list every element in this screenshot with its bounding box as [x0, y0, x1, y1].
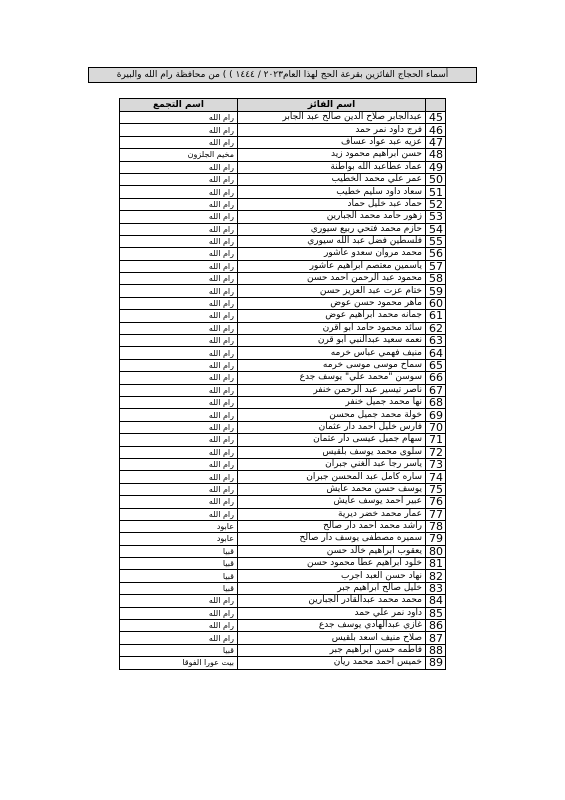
row-number: 63 — [426, 335, 446, 347]
winner-name: ماهر محمود حسن عوض — [238, 297, 426, 309]
location-name: رام الله — [120, 421, 238, 433]
table-row — [120, 384, 446, 396]
location-name: مخيم الجلزون — [120, 149, 238, 161]
winner-name: سلوى محمد يوسف بلقيس — [238, 446, 426, 458]
location-name: رام الله — [120, 434, 238, 446]
table-row — [120, 595, 446, 607]
table-header-row — [120, 99, 446, 112]
table-row — [120, 496, 446, 508]
winner-name: منيف فهمي عباس خرمه — [238, 347, 426, 359]
table-row — [120, 186, 446, 198]
row-number: 62 — [426, 322, 446, 334]
table-row — [120, 644, 446, 656]
winner-name: ساره كامل عبد المحسن جبران — [238, 471, 426, 483]
winner-name: صلاح منيف اسعد بلقيس — [238, 632, 426, 644]
table-row — [120, 260, 446, 272]
row-number: 74 — [426, 471, 446, 483]
row-number: 45 — [426, 112, 446, 124]
winner-name: يوسف حسن محمد عايش — [238, 483, 426, 495]
location-name: رام الله — [120, 273, 238, 285]
location-name: رام الله — [120, 173, 238, 185]
winner-name: عبير أحمد يوسف عايش — [238, 496, 426, 508]
table-row — [120, 235, 446, 247]
row-number: 89 — [426, 657, 446, 669]
table-row — [120, 335, 446, 347]
table-row — [120, 471, 446, 483]
winner-name: زهور حامد محمد الجبارين — [238, 211, 426, 223]
row-number: 60 — [426, 297, 446, 309]
winner-name: حازم محمد فتحي ربيع سيوري — [238, 223, 426, 235]
location-name: رام الله — [120, 235, 238, 247]
table-row — [120, 520, 446, 532]
winner-name: ياسر رجا عبد الغني جبران — [238, 458, 426, 470]
location-name: قبيا — [120, 570, 238, 582]
table-row — [120, 347, 446, 359]
location-name: رام الله — [120, 496, 238, 508]
row-number: 51 — [426, 186, 446, 198]
row-number: 48 — [426, 149, 446, 161]
winner-name: نها محمد جميل خنفر — [238, 396, 426, 408]
location-name: رام الله — [120, 632, 238, 644]
location-name: رام الله — [120, 285, 238, 297]
row-number: 88 — [426, 644, 446, 656]
winner-name: خميس أحمد محمد ريان — [238, 657, 426, 669]
location-name: رام الله — [120, 595, 238, 607]
row-number: 64 — [426, 347, 446, 359]
header-location: اسم التجمع — [120, 99, 238, 112]
row-number: 70 — [426, 421, 446, 433]
location-name: رام الله — [120, 198, 238, 210]
table-row — [120, 297, 446, 309]
row-number: 52 — [426, 198, 446, 210]
location-name: رام الله — [120, 112, 238, 124]
row-number: 77 — [426, 508, 446, 520]
winner-name: حماد عبد خليل حماد — [238, 198, 426, 210]
table-row — [120, 421, 446, 433]
row-number: 46 — [426, 124, 446, 136]
winner-name: عمار محمد خضر ديرية — [238, 508, 426, 520]
location-name: رام الله — [120, 186, 238, 198]
winner-name: راشد محمد أحمد دار صالح — [238, 520, 426, 532]
row-number: 59 — [426, 285, 446, 297]
winner-name: خلود ابراهيم عطا محمود حسن — [238, 558, 426, 570]
location-name: رام الله — [120, 310, 238, 322]
winner-name: عمر علي محمد الخطيب — [238, 173, 426, 185]
row-number: 47 — [426, 136, 446, 148]
table-row — [120, 136, 446, 148]
location-name: رام الله — [120, 161, 238, 173]
winner-name: فرج داود نمر حمد — [238, 124, 426, 136]
winner-name: حسن ابراهيم محمود زيد — [238, 149, 426, 161]
location-name: رام الله — [120, 211, 238, 223]
winner-name: خليل صالح ابراهيم جبر — [238, 582, 426, 594]
table-row — [120, 582, 446, 594]
location-name: قبيا — [120, 582, 238, 594]
location-name: رام الله — [120, 248, 238, 260]
row-number: 54 — [426, 223, 446, 235]
location-name: رام الله — [120, 607, 238, 619]
winner-name: عزيه عبد عواد عساف — [238, 136, 426, 148]
row-number: 57 — [426, 260, 446, 272]
winner-name: سهام جميل عيسى دار عثمان — [238, 434, 426, 446]
winner-name: سائد محمود حامد ابو اقرن — [238, 322, 426, 334]
row-number: 80 — [426, 545, 446, 557]
table-row — [120, 248, 446, 260]
row-number: 68 — [426, 396, 446, 408]
table-row — [120, 558, 446, 570]
table-row — [120, 607, 446, 619]
row-number: 58 — [426, 273, 446, 285]
row-number: 84 — [426, 595, 446, 607]
winner-name: ناصر تيسير عبد الرحمن خنفر — [238, 384, 426, 396]
winner-name: سعاد داود سليم خطيب — [238, 186, 426, 198]
table-row — [120, 359, 446, 371]
row-number: 71 — [426, 434, 446, 446]
header-name: اسم الفائز — [238, 99, 426, 112]
row-number: 65 — [426, 359, 446, 371]
row-number: 79 — [426, 533, 446, 545]
location-name: رام الله — [120, 136, 238, 148]
table-row — [120, 372, 446, 384]
location-name: رام الله — [120, 384, 238, 396]
row-number: 87 — [426, 632, 446, 644]
winners-table — [119, 98, 446, 670]
table-row — [120, 112, 446, 124]
location-name: رام الله — [120, 446, 238, 458]
winner-name: ختام عزت عبد العزيز حسن — [238, 285, 426, 297]
location-name: رام الله — [120, 483, 238, 495]
location-name: رام الله — [120, 620, 238, 632]
table-body — [120, 112, 446, 670]
table-row — [120, 211, 446, 223]
row-number: 82 — [426, 570, 446, 582]
table-row — [120, 632, 446, 644]
table-row — [120, 173, 446, 185]
location-name: قبيا — [120, 545, 238, 557]
table-row — [120, 322, 446, 334]
winner-name: محمد مروان سعدو عاشور — [238, 248, 426, 260]
row-number: 83 — [426, 582, 446, 594]
table-row — [120, 161, 446, 173]
table-row — [120, 149, 446, 161]
winner-name: غازي عبدالهادي يوسف جدع — [238, 620, 426, 632]
winner-name: فاطمه حسن ابراهيم جبر — [238, 644, 426, 656]
row-number: 78 — [426, 520, 446, 532]
row-number: 50 — [426, 173, 446, 185]
winner-name: سميره مصطفى يوسف دار صالح — [238, 533, 426, 545]
winner-name: فارس خليل أحمد دار عثمان — [238, 421, 426, 433]
location-name: عابود — [120, 533, 238, 545]
row-number: 53 — [426, 211, 446, 223]
table-row — [120, 396, 446, 408]
location-name: قبيا — [120, 644, 238, 656]
location-name: رام الله — [120, 124, 238, 136]
table-row — [120, 508, 446, 520]
winner-name: نهاد حسن العبد اجرب — [238, 570, 426, 582]
location-name: رام الله — [120, 372, 238, 384]
location-name: رام الله — [120, 260, 238, 272]
location-name: رام الله — [120, 335, 238, 347]
location-name: بيت عورا الفوقا — [120, 657, 238, 669]
table-row — [120, 620, 446, 632]
table-row — [120, 483, 446, 495]
winner-name: محمود عبد الرحمن احمد حسن — [238, 273, 426, 285]
location-name: رام الله — [120, 458, 238, 470]
header-number-cell — [426, 99, 446, 112]
winner-name: عبدالجابر صلاح الدين صالح عبد الجابر — [238, 112, 426, 124]
page-title: أسماء الحجاج الفائزين بقرعة الحج لهذا العام٢٠٢٣ / ١٤٤٤ ) ) من محافظة رام الله والبيرة — [88, 67, 477, 83]
row-number: 61 — [426, 310, 446, 322]
table-row — [120, 285, 446, 297]
table-row — [120, 124, 446, 136]
row-number: 49 — [426, 161, 446, 173]
location-name: رام الله — [120, 471, 238, 483]
winner-name: جمانه محمد ابراهيم عوض — [238, 310, 426, 322]
winner-name: خولة محمد جميل محسن — [238, 409, 426, 421]
row-number: 75 — [426, 483, 446, 495]
table-row — [120, 310, 446, 322]
table-row — [120, 533, 446, 545]
winner-name: يعقوب ابراهيم خالد حسن — [238, 545, 426, 557]
row-number: 55 — [426, 235, 446, 247]
winner-name: عماد عطاعبد الله بواطنة — [238, 161, 426, 173]
table-row — [120, 434, 446, 446]
winner-name: داود نمر علي حمد — [238, 607, 426, 619]
winner-name: سماح موسى موسى خرمه — [238, 359, 426, 371]
location-name: رام الله — [120, 396, 238, 408]
location-name: قبيا — [120, 558, 238, 570]
row-number: 76 — [426, 496, 446, 508]
winner-name: سوسن "محمد علي" يوسف جدع — [238, 372, 426, 384]
location-name: رام الله — [120, 223, 238, 235]
table-row — [120, 198, 446, 210]
row-number: 67 — [426, 384, 446, 396]
table-row — [120, 273, 446, 285]
row-number: 56 — [426, 248, 446, 260]
table-row — [120, 446, 446, 458]
winner-name: محمد محمد عبدالقادر الجبارين — [238, 595, 426, 607]
table-row — [120, 223, 446, 235]
winner-name: ياسمين معتصم ابراهيم عاشور — [238, 260, 426, 272]
location-name: رام الله — [120, 359, 238, 371]
table-row — [120, 409, 446, 421]
winner-name: فلسطين فضل عبد الله سيوري — [238, 235, 426, 247]
row-number: 81 — [426, 558, 446, 570]
winner-name: نعمه سعيد عبدالنبي ابو قرن — [238, 335, 426, 347]
table-row — [120, 657, 446, 669]
row-number: 69 — [426, 409, 446, 421]
location-name: رام الله — [120, 347, 238, 359]
location-name: رام الله — [120, 409, 238, 421]
location-name: عابود — [120, 520, 238, 532]
table-row — [120, 545, 446, 557]
row-number: 85 — [426, 607, 446, 619]
row-number: 73 — [426, 458, 446, 470]
table-row — [120, 570, 446, 582]
location-name: رام الله — [120, 508, 238, 520]
table-row — [120, 458, 446, 470]
row-number: 86 — [426, 620, 446, 632]
location-name: رام الله — [120, 322, 238, 334]
location-name: رام الله — [120, 297, 238, 309]
row-number: 66 — [426, 372, 446, 384]
row-number: 72 — [426, 446, 446, 458]
